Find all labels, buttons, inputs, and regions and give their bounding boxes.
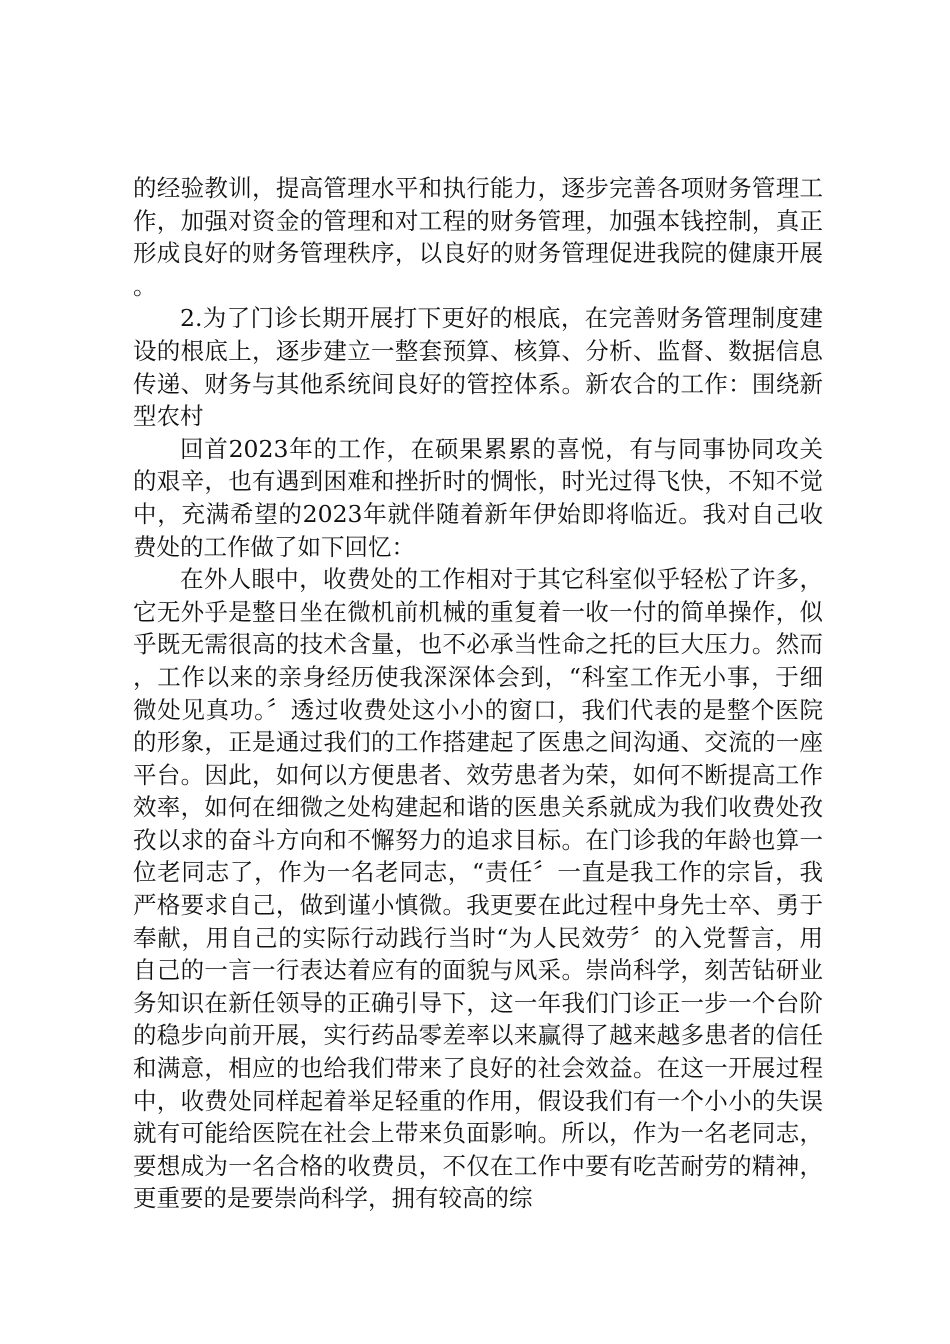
paragraph-1: 的经验教训，提高管理水平和执行能力，逐步完善各项财务管理工作，加强对资金的管理和对工程的财务管理，加强本钱控制，真正形成良好的财务管理秩序，以良好的财务管理促进我院的健康开展。 xyxy=(133,174,823,300)
paragraph-3: 回首2023年的工作，在硕果累累的喜悦，有与同事协同攻关的艰辛，也有遇到困难和挫折时的惆怅，时光过得飞快，不知不觉中，充满希望的2023年就伴随着新年伊始即将临近。我对自己收费处的工作做了如下回忆： xyxy=(133,434,823,561)
paragraph-4: 在外人眼中，收费处的工作相对于其它科室似乎轻松了许多，它无外乎是整日坐在微机前机械的重复着一收一付的简单操作，似乎既无需很高的技术含量，也不必承当性命之托的巨大压力。然而，工作以来的亲身经历使我深深体会到，“科室工作无小事，于细微处见真功。〞透过收费处这小小的窗口，我们代表的是整个医院的形象，正是通过我们的工作搭建起了医患之间沟通、交流的一座平台。因此，如何以方便患者、效劳患者为荣，如何不断提高工作效率，如何在细微之处构建起和谐的医患关系就成为我们收费处孜孜以求的奋斗方向和不懈努力的追求目标。在门诊我的年龄也算一位老同志了，作为一名老同志，“责任〞一直是我工作的宗旨，我严格要求自己，做到谨小慎微。我更要在此过程中身先士卒、勇于奉献，用自己的实际行动践行当时“为人民效劳〞的入党誓言，用自己的一言一行表达着应有的面貌与风采。崇尚科学，刻苦钻研业务知识在新任领导的正确引导下，这一年我们门诊正一步一个台阶的稳步向前开展，实行药品零差率以来赢得了越来越多患者的信任和满意，相应的也给我们带来了良好的社会效益。在这一开展过程中，收费处同样起着举足轻重的作用，假设我们有一个小小的失误就有可能给医院在社会上带来负面影响。所以，作为一名老同志，要想成为一名合格的收费员，不仅在工作中要有吃苦耐劳的精神，更重要的是要崇尚科学，拥有较高的综 xyxy=(133,565,823,1213)
document-body xyxy=(133,172,823,1215)
paragraph-2: 2.为了门诊长期开展打下更好的根底，在完善财务管理制度建设的根底上，逐步建立一整套预算、核算、分析、监督、数据信息传递、财务与其他系统间良好的管控体系。新农合的工作：围绕新型农村 xyxy=(133,304,823,431)
